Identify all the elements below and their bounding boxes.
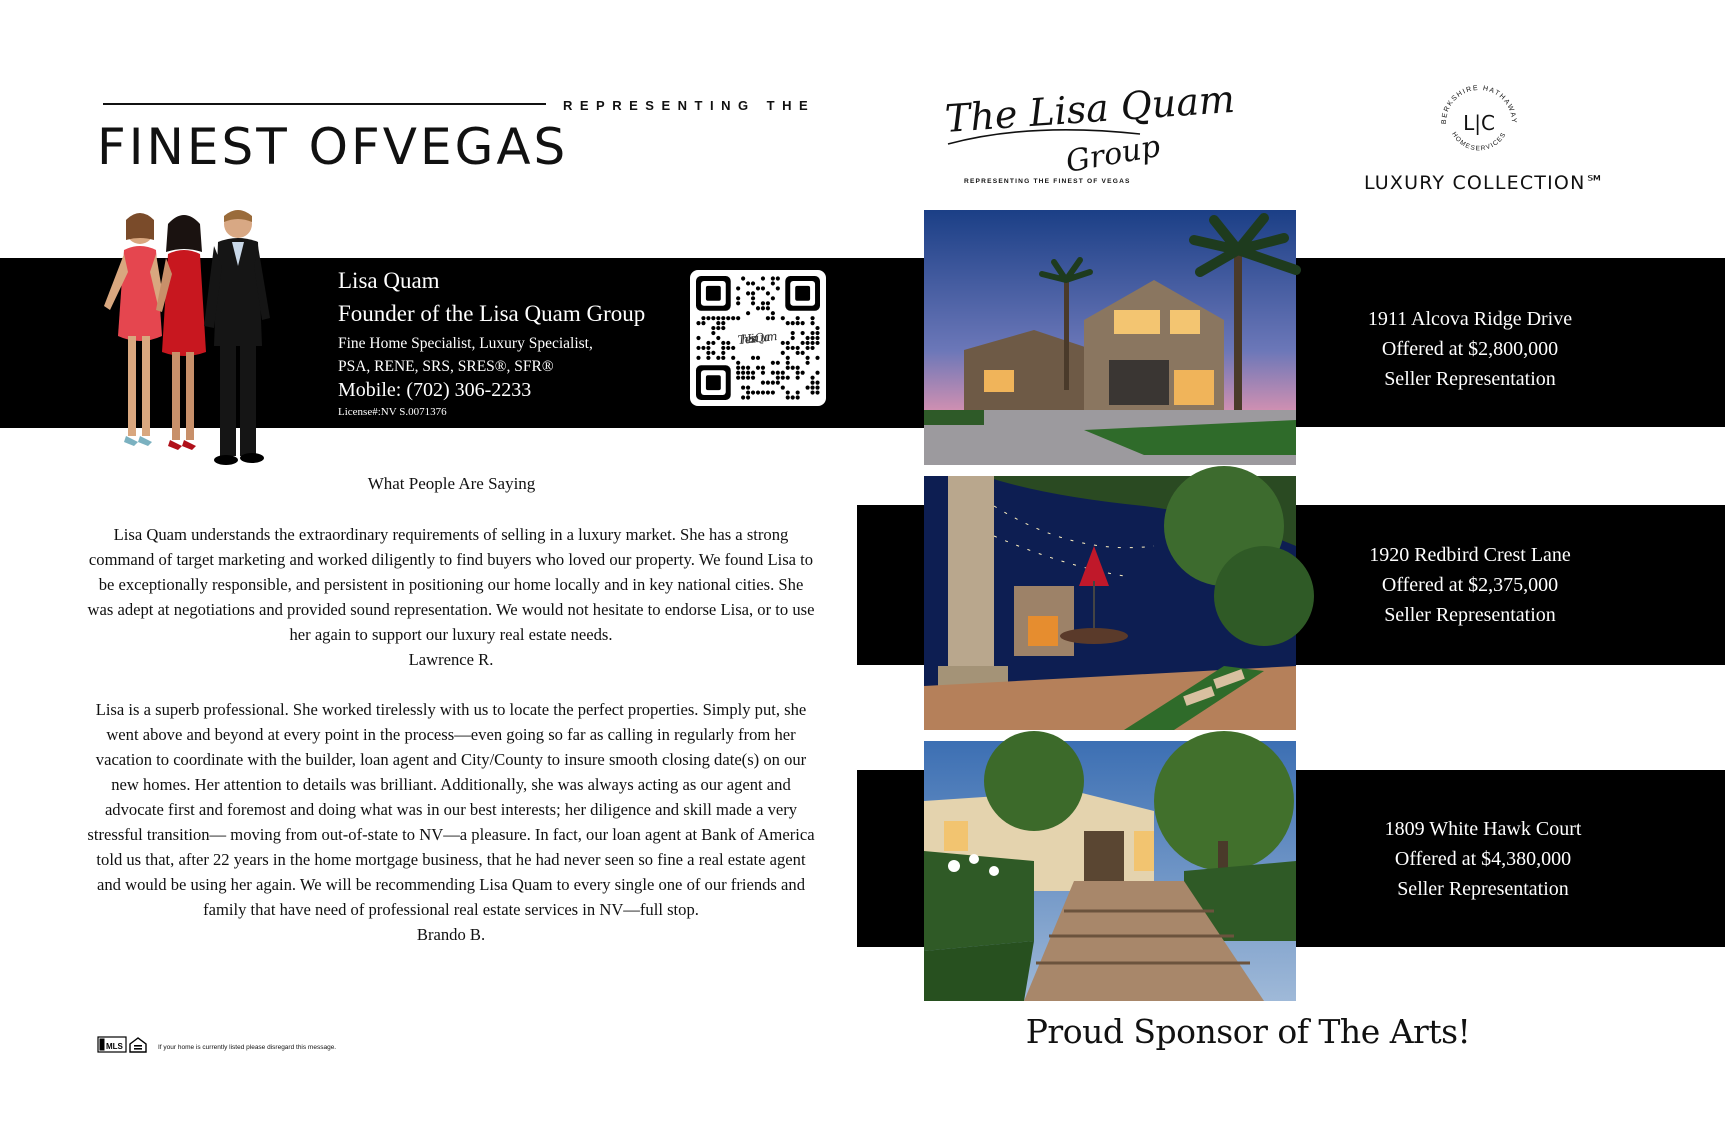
listing-price: Offered at $2,375,000: [1381, 574, 1559, 596]
agent-name: Lisa Quam: [338, 268, 440, 293]
svg-text:The Lisa Quam: The Lisa Quam: [736, 328, 779, 348]
berkshire-hathaway-seal: [1434, 78, 1524, 168]
testimonial: [86, 522, 816, 672]
qr-code[interactable]: [690, 270, 826, 406]
testimonial: [86, 697, 816, 947]
group-logo-script-1: The Lisa Quam: [943, 76, 1237, 141]
header-representing: REPRESENTING THE: [563, 98, 816, 113]
lisa-quam-group-tagline: REPRESENTING THE FINEST OF VEGAS: [964, 178, 1131, 185]
agent-specialties-1: Fine Home Specialist, Luxury Specialist,: [338, 335, 593, 352]
listing-address: 1809 White Hawk Court: [1384, 818, 1582, 840]
listing-price: Offered at $4,380,000: [1394, 848, 1572, 870]
lisa-quam-group-logo: [940, 76, 1237, 188]
listing-role: Seller Representation: [1384, 368, 1556, 390]
seal-ring-top: BERKSHIRE HATHAWAY: [1440, 84, 1518, 125]
footer-disclaimer: If your home is currently listed please disregard this message.: [158, 1044, 337, 1051]
testimonial-author: Brando B.: [416, 925, 486, 944]
footer-logos: [98, 1036, 148, 1054]
luxury-collection-label: LUXURY COLLECTION℠: [1363, 172, 1607, 194]
seal-monogram: L|C: [1463, 111, 1495, 135]
listing-address: 1911 Alcova Ridge Drive: [1367, 308, 1573, 330]
mls-label: MLS: [106, 1042, 123, 1051]
sponsor-tagline: Proud Sponsor of The Arts!: [1025, 1012, 1471, 1051]
agent-mobile: Mobile: (702) 306-2233: [338, 379, 532, 401]
seal-ring-bottom: HOMESERVICES: [1450, 130, 1508, 153]
listing-role: Seller Representation: [1397, 878, 1569, 900]
listing-photo-3: [924, 741, 1296, 1001]
listing-info-2: [1296, 540, 1644, 630]
testimonial-text: Lisa Quam understands the extraordinary requirements of selling in a luxury market. She has a strong command of target marketing and worked diligently to find buyers who loved our property. We found Lisa to be exceptionally responsible, and persistent in positioning our home locally and in key national cities. She was adept at negotiations and provided sound representation. We would not hesitate to endorse Lisa, or to use her again to support our luxury real estate needs.: [87, 525, 815, 644]
page-title: FINEST OFVEGAS: [97, 118, 569, 176]
agent-info: [338, 266, 645, 422]
header-rule: [103, 103, 546, 105]
testimonial-text: Lisa is a superb professional. She worked tirelessly with us to locate the perfect properties. Simply put, she went above and beyond at every point in the process—even going so far as calling in regularly from her vacation to coordinate with the builder, loan agent and City/County to insure smooth closing date(s) on our new homes. Her attention to details was brilliant. Additionally, she was always acting as our agent and advocate first and foremost and doing what was in our best interests; her diligence and skill made a very stressful transition— moving from out-of-state to NV—a pleasure. In fact, our loan agent at Bank of America told us that, after 22 years in the home mortgage business, that he had never seen so fine a real estate agent and would be using her again. We will be recommending Lisa Quam to every single one of our friends and family that have need of professional real estate services in NV—full stop.: [87, 700, 815, 919]
listing-info-1: [1296, 304, 1644, 394]
listing-info-3: [1296, 814, 1670, 904]
listing-photo-1: [924, 210, 1296, 465]
team-photo: [86, 206, 286, 502]
testimonial-author: Lawrence R.: [408, 650, 494, 669]
agent-specialties-2: PSA, RENE, SRS, SRES®, SFR®: [338, 358, 554, 375]
listing-photo-2: [924, 476, 1296, 730]
agent-license: License#:NV S.0071376: [338, 406, 447, 418]
group-logo-script-2: Group: [1063, 128, 1163, 180]
agent-title: Founder of the Lisa Quam Group: [338, 301, 646, 326]
listing-address: 1920 Redbird Crest Lane: [1369, 544, 1571, 566]
listing-price: Offered at $2,800,000: [1381, 338, 1559, 360]
testimonials-heading: What People Are Saying: [367, 474, 536, 493]
listing-role: Seller Representation: [1384, 604, 1556, 626]
